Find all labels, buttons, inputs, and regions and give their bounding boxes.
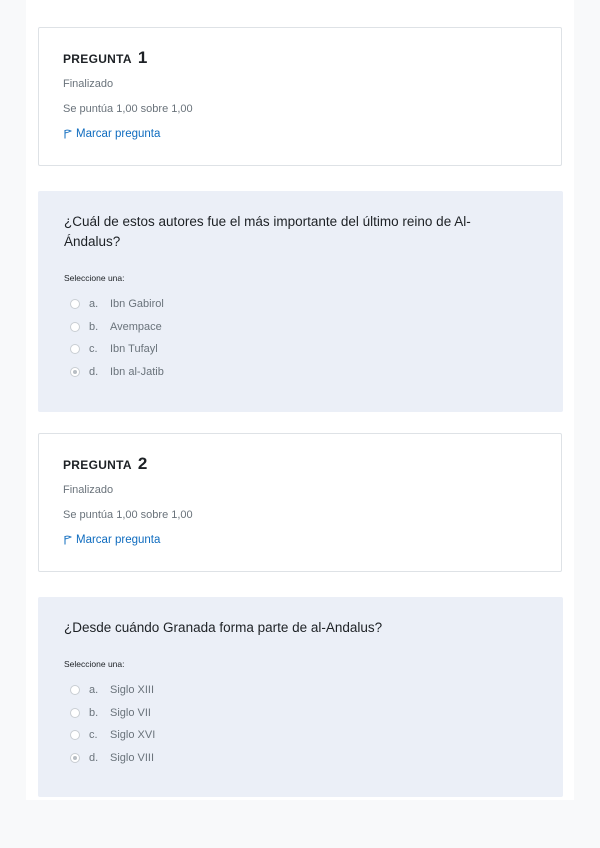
- question-2-info: [38, 433, 562, 572]
- answer-letter: a.: [89, 298, 99, 311]
- radio-button-icon[interactable]: [70, 685, 80, 695]
- question-text: ¿Desde cuándo Granada forma parte de al-Andalus?: [64, 620, 383, 635]
- answer-prompt: Seleccione una:: [64, 659, 125, 669]
- question-1-title: [63, 48, 147, 68]
- question-grade: Se puntúa 1,00 sobre 1,00: [63, 103, 193, 115]
- question-state: Finalizado: [63, 484, 114, 496]
- answer-letter: d.: [89, 365, 99, 378]
- answer-text: Ibn Tufayl: [110, 343, 158, 356]
- answer-option-b[interactable]: [70, 702, 155, 725]
- question-text: ¿Cuál de estos autores fue el más importante del último reino de Al-Ándalus?: [64, 214, 471, 249]
- question-grade: Se puntúa 1,00 sobre 1,00: [63, 509, 193, 521]
- answer-option-a[interactable]: [70, 293, 164, 316]
- question-state: Finalizado: [63, 78, 114, 90]
- question-2-content: [38, 597, 563, 797]
- answer-letter: c.: [89, 343, 98, 356]
- radio-button-icon[interactable]: [70, 344, 80, 354]
- answer-option-d[interactable]: [70, 747, 155, 770]
- answer-prompt: Seleccione una:: [64, 273, 125, 283]
- answer-option-c[interactable]: [70, 724, 155, 747]
- flag-question-label: Marcar pregunta: [76, 534, 161, 546]
- answer-letter: b.: [89, 320, 99, 333]
- answer-option-d[interactable]: [70, 361, 164, 384]
- answer-letter: b.: [89, 706, 99, 719]
- question-1-info: [38, 27, 562, 166]
- answer-text: Siglo XIII: [110, 684, 155, 697]
- flag-outline-icon: [63, 129, 73, 139]
- question-number: 2: [137, 454, 148, 473]
- radio-button-icon[interactable]: [70, 367, 80, 377]
- answer-letter: c.: [89, 729, 98, 742]
- question-2-title: [63, 454, 147, 474]
- answer-list: [70, 293, 164, 383]
- answer-option-c[interactable]: [70, 338, 164, 361]
- answer-text: Avempace: [110, 320, 162, 333]
- answer-text: Siglo XVI: [110, 729, 156, 742]
- question-1-content: [38, 191, 563, 412]
- question-label: PREGUNTA: [63, 52, 132, 66]
- radio-button-icon[interactable]: [70, 708, 80, 718]
- radio-button-icon[interactable]: [70, 299, 80, 309]
- answer-text: Ibn al-Jatib: [110, 365, 164, 378]
- answer-text: Siglo VII: [110, 706, 151, 719]
- answer-letter: a.: [89, 684, 99, 697]
- answer-option-b[interactable]: [70, 316, 164, 339]
- radio-button-icon[interactable]: [70, 753, 80, 763]
- radio-button-icon[interactable]: [70, 322, 80, 332]
- flag-question-label: Marcar pregunta: [76, 128, 161, 140]
- answer-list: [70, 679, 155, 769]
- question-number: 1: [137, 48, 148, 67]
- answer-option-a[interactable]: [70, 679, 155, 702]
- flag-question-link[interactable]: [63, 128, 160, 140]
- answer-letter: d.: [89, 751, 99, 764]
- answer-text: Ibn Gabirol: [110, 298, 164, 311]
- flag-outline-icon: [63, 535, 73, 545]
- question-label: PREGUNTA: [63, 458, 132, 472]
- flag-question-link[interactable]: [63, 534, 160, 546]
- radio-button-icon[interactable]: [70, 730, 80, 740]
- answer-text: Siglo VIII: [110, 751, 155, 764]
